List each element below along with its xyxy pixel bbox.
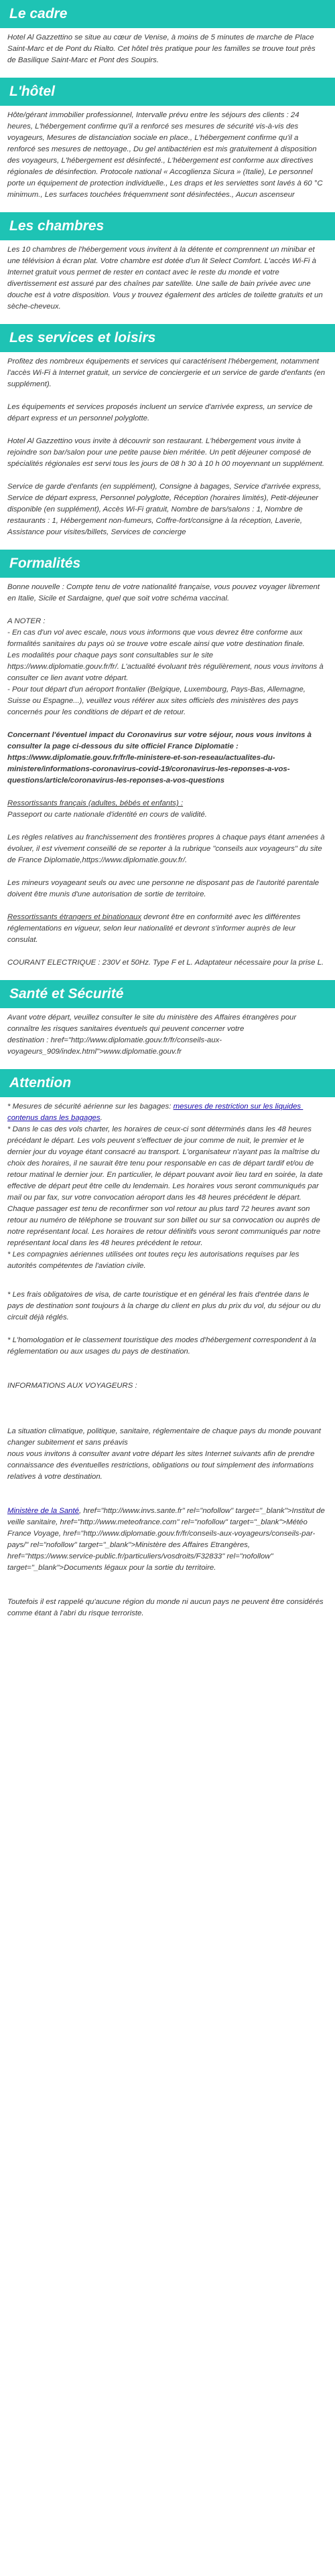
services-p3: Hotel Al Gazzettino vous invite à découvrir son restaurant. L'hébergement vous invite à rejoindre son bar/salon pour une petite pause bien méritée. Un petit déjeuner composé de spécialités régionales est servi tous les jours de 08 h 30 à 10 h 00 moyennant un supplément. bbox=[7, 437, 325, 468]
section-body-sante bbox=[0, 1008, 335, 1058]
formalites-note-title: A NOTER : bbox=[7, 617, 46, 625]
formalites-etrangers bbox=[7, 912, 326, 946]
section-body-hotel bbox=[0, 106, 335, 201]
attention-p7: Toutefois il est rappelé qu'aucune région du monde ni aucun pays ne peuvent être considérés comme étant à l'abri du risque terroriste. bbox=[7, 1598, 326, 1617]
section-title-formalites: Formalités bbox=[0, 550, 335, 578]
formalites-coronavirus: Concernant l'éventuel impact du Coronavirus sur votre séjour, nous vous invitons à consulter la page ci-dessous du site officiel France Diplomatie : https://www.diplomatie.gouv.fr/fr/le-ministere-et-son-reseau/actualites-du-ministere/informations-coronavirus-covid-19/coronavirus-les-reponses-a-vos-questions/article/coronavirus-les-reponses-a-vos-questions bbox=[7, 731, 314, 785]
section-title-chambres: Les chambres bbox=[0, 212, 335, 240]
section-title-hotel: L'hôtel bbox=[0, 78, 335, 106]
spacer bbox=[7, 1403, 326, 1426]
cadre-text: Hotel Al Gazzettino se situe au cœur de Venise, à moins de 5 minutes de marche de Place Saint-Marc et de Pont du Rialto. Cet hôtel très pratique pour les familles se trouve tout près de Basilique Saint-Marc et Pont des Soupirs. bbox=[7, 33, 318, 64]
services-p2: Les équipements et services proposés incluent un service d'arrivée express, un service de départ express et un personnel polyglotte. bbox=[7, 403, 315, 422]
liquides-restriction-link[interactable]: mesures de restriction sur les liquides contenus dans les bagages bbox=[7, 1103, 304, 1122]
section-title-cadre: Le cadre bbox=[0, 0, 335, 28]
sante-text: Avant votre départ, veuillez consulter le site du ministère des Affaires étrangères pour connaître les risques sanitaires éventuels qui peuvent concerner votre destination : href="http://www.diplomatie.gouv.fr/fr/conseils-aux-voyageurs_909/index.html">www.diplomatie.gouv.fr bbox=[7, 1014, 297, 1056]
section-body-chambres bbox=[0, 240, 335, 313]
hotel-text: Hôte/gérant immobilier professionnel, Intervalle prévu entre les séjours des clients : 24 heures, L'hébergement confirme qu'il a renforcé ses mesures de sécurité vis-à-vis des voyageurs, Mesures de distanciation sociale en place., L'hébergement confirme qu'il a renforcé ses mesures de nettoyage., Du gel antibactérien est mis gratuitement à disposition des voyageurs, L'hébergement est désinfecté., L'hébergement est conforme aux directives régionales de désinfection. Protocole national « Accoglienza Sicura » (Italie), Le personnel porte un équipement de protection individuelle., Les draps et les serviettes sont lavés à 60 °C minimum., Les surfaces touchées fréquemment sont désinfectées., Aucun ascenseur bbox=[7, 111, 325, 199]
attention-p5: La situation climatique, politique, sanitaire, réglementaire de chaque pays du monde pouvant changer subitement et sans préavis nous vous invitons à consulter avant votre départ les sites Internet suivants afin de prendre connaissance des éventuelles restrictions, obligations ou tout simplement des informations relatives à votre destination. bbox=[7, 1427, 321, 1481]
attention-p6 bbox=[7, 1506, 326, 1574]
chambres-text: Les 10 chambres de l'hébergement vous invitent à la détente et comprennent un minibar et une télévision à écran plat. Votre chambre est dotée d'un lit Select Comfort. L'accès Wi-Fi à Internet gratuit vous permet de rester en contact avec le reste du monde et votre divertissement est assuré par des chaînes par satellite. Une salle de bain privée avec une douche est à votre disposition. Vous y trouvez également des articles de toilette gratuits et un sèche-cheveux. bbox=[7, 246, 325, 311]
formalites-etrangers-title: Ressortissants étrangers et binationaux bbox=[7, 913, 142, 921]
formalites-etrangers-text: devront être en conformité avec les différentes réglementations en vigueur, selon leur nationalité et devront s'informer auprès de leur consulat. bbox=[7, 913, 303, 944]
attention-p3: * L'homologation et le classement touristique des modes d'hébergement correspondent à la réglementation ou aux usages du pays de destination. bbox=[7, 1336, 319, 1356]
attention-p6-text: , href="http://www.invs.sante.fr" rel="nofollow" target="_blank">Institut de veille sanitaire, href="http://www.meteofrance.com" rel="nofollow" target="_blank">Météo France Voyage, href="http://www.diplomatie.gouv.fr/fr/conseils-aux-voyageurs/conseils-par-pays/" rel="nofollow" target="_blank">Ministère des Affaires Etrangères, href="https://www.service-public.fr/particuliers/vosdroits/F32833" rel="nofollow" target="_blank">Documents légaux pour la sortie du territoire. bbox=[7, 1507, 327, 1572]
spacer bbox=[7, 1283, 326, 1289]
formalites-courant: COURANT ELECTRIQUE : 230V et 50Hz. Type F et L. Adaptateur nécessaire pour la prise L. bbox=[7, 959, 324, 967]
formalites-frontieres: Les règles relatives au franchissement des frontières propres à chaque pays étant amenées à évoluer, il est vivement conseillé de se reporter à la rubrique "conseils aux voyageurs" du site de France Diplomatie,https://www.diplomatie.gouv.fr/. bbox=[7, 833, 327, 864]
spacer bbox=[7, 1369, 326, 1380]
formalites-ressortissants-title: Ressortissants français (adultes, bébés et enfants) : bbox=[7, 799, 184, 807]
formalites-mineurs: Les mineurs voyageant seuls ou avec une personne ne disposant pas de l'autorité parentale doivent être munis d'une autorisation de sortie de territoire. bbox=[7, 879, 322, 898]
section-title-sante: Santé et Sécurité bbox=[0, 980, 335, 1008]
attention-p1-intro: * Mesures de sécurité aérienne sur les bagages: bbox=[7, 1103, 174, 1111]
section-title-services: Les services et loisirs bbox=[0, 324, 335, 352]
attention-informations-title: INFORMATIONS AUX VOYAGEURS : bbox=[7, 1382, 137, 1390]
section-body-attention bbox=[0, 1097, 335, 1619]
section-body-services bbox=[0, 352, 335, 538]
services-p4: Service de garde d'enfants (en supplément), Consigne à bagages, Service d'arrivée express, Service de départ express, Personnel polyglotte, Réception (horaires limités), Petit-déjeuner disponible (en supplément), Accès Wi-Fi gratuit, Nombre de bars/salons : 1, Nombre de restaurants : 1, Hébergement non-fumeurs, Coffre-fort/consigne à la réception, Laverie, Assistance pour visites/billets, Services de concierge bbox=[7, 483, 324, 536]
formalites-p1: Bonne nouvelle : Compte tenu de votre nationalité française, vous pouvez voyager librement en Italie, Sicile et Sardaigne, quel que soit votre schéma vaccinal. bbox=[7, 583, 322, 602]
formalites-note-text: - En cas d'un vol avec escale, nous vous informons que vous devrez être conforme aux formalités sanitaires du pays où se trouve votre escale ainsi que votre destination finale. Les modalités pour chaque pays sont consultables sur le site https://www.diplomatie.gouv.fr/fr/. L'actualité évoluant très régulièrement, nous vous invitons à consulter ce lien avant votre départ. - Pour tout départ d'un aéroport frontalier (Belgique, Luxembourg, Pays-Bas, Allemagne, Suisse ou Espagne...), veuillez vous référer aux sites officiels des ministères des pays concernés pour les conditions de départ et de retour. bbox=[7, 629, 324, 716]
services-p1: Profitez des nombreux équipements et services qui caractérisent l'hébergement, notamment l'accès Wi-Fi à Internet gratuit, un service de conciergerie et un service de garde d'enfants (en supplément). bbox=[7, 357, 328, 388]
section-body-cadre bbox=[0, 28, 335, 66]
section-title-attention: Attention bbox=[0, 1069, 335, 1097]
spacer bbox=[7, 1585, 326, 1597]
ministere-sante-link[interactable]: Ministère de la Santé bbox=[7, 1507, 80, 1515]
attention-p1 bbox=[7, 1101, 326, 1272]
spacer bbox=[7, 1494, 326, 1506]
section-body-formalites bbox=[0, 578, 335, 969]
formalites-ressortissants-text: Passeport ou carte nationale d'identité en cours de validité. bbox=[7, 811, 207, 819]
attention-p1-body: . * Dans le cas des vols charter, les horaires de ceux-ci sont déterminés dans les 48 heures précédant le départ. Les vols peuvent s'effectuer de jour comme de nuit, le premier et le dernier jour du voyage étant consacré au transport. L'organisateur n'ayant pas la maîtrise du choix des horaires, il ne saurait être tenu pour responsable en cas de départ tardif et/ou de retour matinal le dernier jour. En particulier, le départ pouvant avoir lieu tard en soirée, la date effective de départ peut être celle du lendemain. Les horaires vous seront communiqués par mail ou par fax, sur votre convocation aéroport dans les 48 heures précédent le départ. Chaque passager est tenu de reconfirmer son vol retour au plus tard 72 heures avant son retour au numéro de téléphone se trouvant sur son billet ou sur sa convocation ou auprès de notre représentant local. Les horaires de retour définitifs vous seront communiqués par notre représentant local dans les 48 heures précédent le retour. * Les compagnies aériennes utilisées ont toutes reçu les autorisations requises par les autorités compétentes de l'aviation civile. bbox=[7, 1114, 323, 1270]
attention-p2: * Les frais obligatoires de visa, de carte touristique et en général les frais d'entrée dans le pays de destination sont toujours à la charge du client en plus du prix du vol, du séjour ou du circuit déjà réglés. bbox=[7, 1291, 323, 1321]
